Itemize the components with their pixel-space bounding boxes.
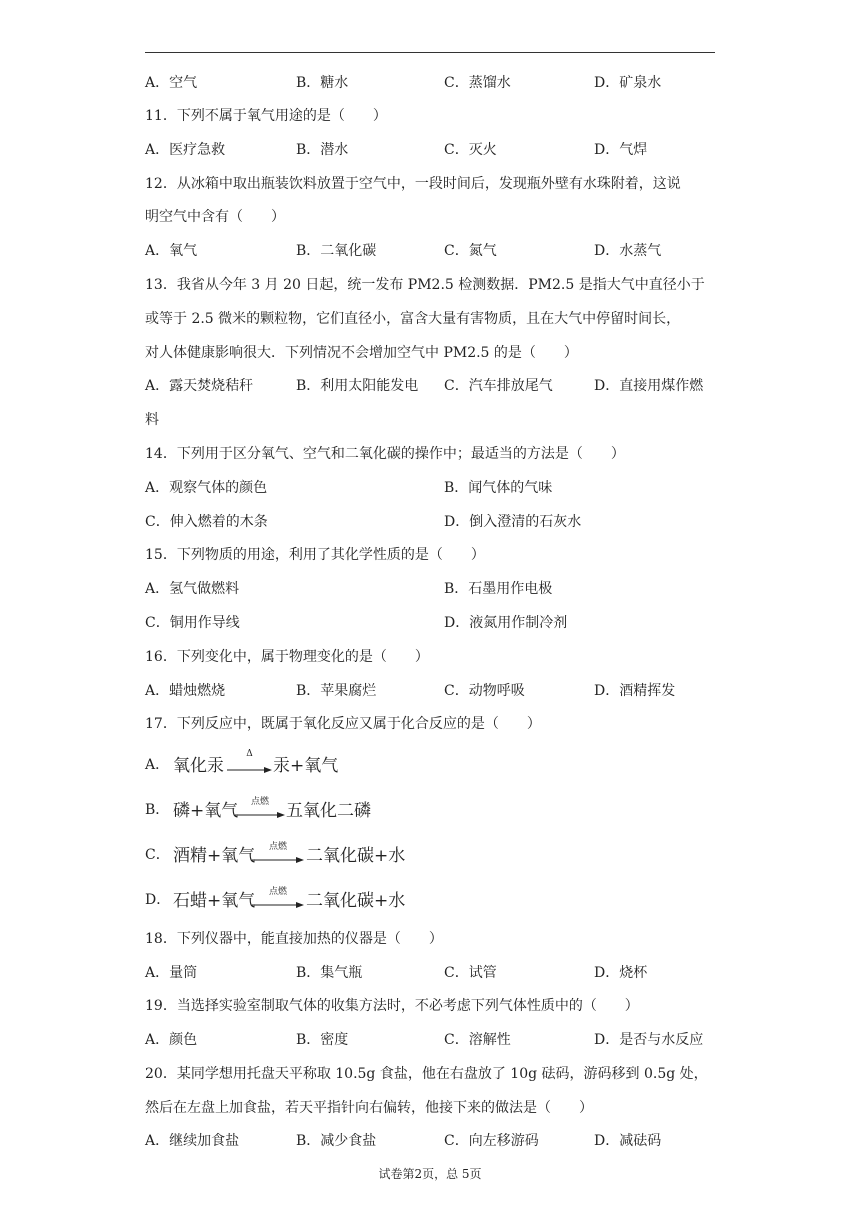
q15-option-c: C．铜用作导线	[145, 615, 240, 631]
reaction-arrow-icon	[252, 887, 304, 905]
q17-option-d-condition: 点燃	[268, 887, 287, 897]
q10-option-a: A．空气	[145, 75, 198, 91]
page-footer: 试卷第2页，总 5页	[378, 1167, 482, 1181]
q18-option-b: B．集气瓶	[296, 965, 363, 981]
q16-option-b: B．苹果腐烂	[296, 683, 377, 699]
reaction-arrow-icon	[252, 842, 304, 860]
q12-option-b: B．二氧化碳	[296, 243, 377, 259]
q14-option-c: C．伸入燃着的木条	[145, 514, 268, 530]
q11-option-d: D．气焊	[594, 142, 648, 158]
q20-stem-line-1: 20．某同学想用托盘天平称取 10.5g 食盐，他在右盘放了 10g 砝码，游码移到 0.5g 处，	[145, 1066, 708, 1082]
q14-option-b: B．闻气体的气味	[444, 480, 553, 496]
q19-option-b: B．密度	[296, 1032, 349, 1048]
q19-option-a: A．颜色	[145, 1032, 198, 1048]
q17-option-a-reactants: 氧化汞	[173, 756, 224, 776]
q19-option-d: D．是否与水反应	[594, 1032, 704, 1048]
q17-option-b-reactants: 磷+氧气	[173, 801, 239, 821]
q20-option-c: C．向左移游码	[444, 1133, 539, 1149]
q14-option-d: D．倒入澄清的石灰水	[444, 514, 582, 530]
q16-option-c: C．动物呼吸	[444, 683, 525, 699]
q17-option-d-products: 二氧化碳+水	[306, 891, 406, 911]
q14-option-a: A．观察气体的颜色	[145, 480, 268, 496]
q16-option-a: A．蜡烛燃烧	[145, 683, 226, 699]
q12-option-c: C．氮气	[444, 243, 497, 259]
q20-option-b: B．减少食盐	[296, 1133, 377, 1149]
q13-stem-line-3: 对人体健康影响很大．下列情况不会增加空气中 PM2.5 的是（ ）	[145, 345, 578, 361]
reaction-arrow-icon	[235, 797, 285, 815]
q20-option-a: A．继续加食盐	[145, 1133, 240, 1149]
q13-option-d: D．直接用煤作燃	[594, 378, 704, 394]
header-rule	[145, 52, 715, 53]
q17-option-b-condition: 点燃	[250, 797, 269, 807]
q17-option-c-condition: 点燃	[268, 842, 287, 852]
q11-stem: 11．下列不属于氧气用途的是（ ）	[145, 108, 387, 124]
q17-option-a-label: A．	[145, 757, 170, 773]
q20-option-d: D．减砝码	[594, 1133, 662, 1149]
q11-option-b: B．潜水	[296, 142, 349, 158]
q17-option-b-products: 五氧化二磷	[286, 801, 371, 821]
q11-option-a: A．医疗急救	[145, 142, 226, 158]
q13-stem-line-2: 或等于 2.5 微米的颗粒物，它们直径小，富含大量有害物质，且在大气中停留时间长，	[145, 311, 681, 327]
q17-option-d-reactants: 石蜡+氧气	[173, 891, 256, 911]
q17-option-c-reactants: 酒精+氧气	[173, 846, 256, 866]
q17-option-c-products: 二氧化碳+水	[306, 846, 406, 866]
q15-stem: 15．下列物质的用途，利用了其化学性质的是（ ）	[145, 547, 485, 563]
q16-stem: 16．下列变化中，属于物理变化的是（ ）	[145, 649, 429, 665]
q10-option-b: B．糖水	[296, 75, 349, 91]
q12-stem-line-1: 12．从冰箱中取出瓶装饮料放置于空气中，一段时间后，发现瓶外壁有水珠附着，这说	[145, 176, 681, 192]
q12-stem-line-2: 明空气中含有（ ）	[145, 209, 285, 225]
q17-option-b-label: B．	[145, 802, 170, 818]
q17-option-a-products: 汞+氧气	[273, 756, 339, 776]
q14-stem: 14．下列用于区分氧气、空气和二氧化碳的操作中；最适当的方法是（ ）	[145, 446, 625, 462]
q18-option-c: C．试管	[444, 965, 497, 981]
q17-option-c-label: C．	[145, 847, 170, 863]
q17-option-d-label: D．	[145, 892, 171, 908]
q15-option-b: B．石墨用作电极	[444, 581, 553, 597]
q18-stem: 18．下列仪器中，能直接加热的仪器是（ ）	[145, 931, 443, 947]
q12-option-d: D．水蒸气	[594, 243, 662, 259]
q13-option-b: B．利用太阳能发电	[296, 378, 419, 394]
q18-option-a: A．量筒	[145, 965, 198, 981]
q18-option-d: D．烧杯	[594, 965, 648, 981]
q15-option-a: A．氢气做燃料	[145, 581, 240, 597]
q13-option-c: C．汽车排放尾气	[444, 378, 553, 394]
q13-stem-line-1: 13．我省从今年 3 月 20 日起，统一发布 PM2.5 检测数据．PM2.5 是指大气中直径小于	[145, 277, 705, 293]
q11-option-c: C．灭火	[444, 142, 497, 158]
reaction-arrow-icon	[227, 749, 272, 770]
q19-option-c: C．溶解性	[444, 1032, 511, 1048]
q10-option-c: C．蒸馏水	[444, 75, 511, 91]
q10-option-d: D．矿泉水	[594, 75, 662, 91]
q15-option-d: D．液氮用作制冷剂	[444, 615, 568, 631]
q13-option-a: A．露天焚烧秸秆	[145, 378, 254, 394]
q19-stem: 19．当选择实验室制取气体的收集方法时，不必考虑下列气体性质中的（ ）	[145, 998, 639, 1014]
q17-stem: 17．下列反应中，既属于氧化反应又属于化合反应的是（ ）	[145, 716, 541, 732]
q16-option-d: D．酒精挥发	[594, 683, 676, 699]
q12-option-a: A．氧气	[145, 243, 198, 259]
q20-stem-line-2: 然后在左盘上加食盐，若天平指针向右偏转，他接下来的做法是（ ）	[145, 1100, 593, 1116]
q13-option-d-continuation: 料	[145, 412, 159, 428]
q17-option-a-condition: Δ	[246, 749, 253, 759]
